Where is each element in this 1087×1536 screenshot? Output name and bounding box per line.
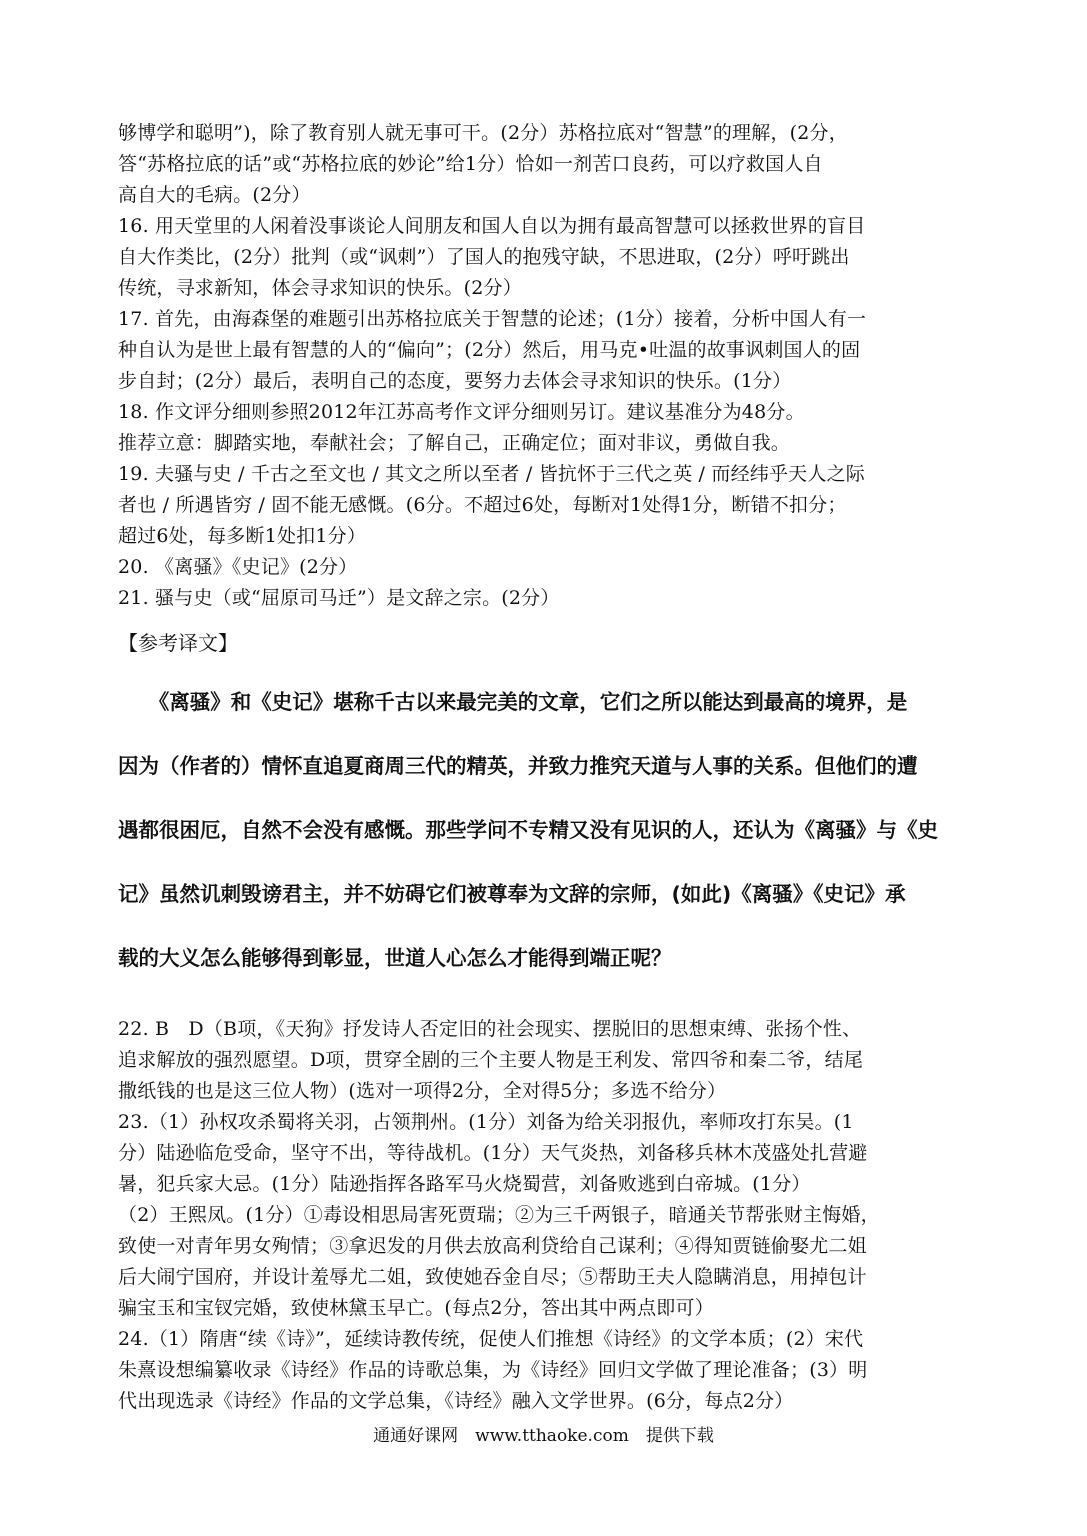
text-line: 种自认为是世上最有智慧的人的“偏向”；(2分）然后，用马克•吐温的故事讽刺国人的固 [118,339,861,361]
text-line: 传统，寻求新知，体会寻求知识的快乐。(2分） [118,277,522,299]
text-line: 推荐立意：脚踏实地，奉献社会；了解自己，正确定位；面对非议，勇做自我。 [118,432,791,454]
text-line: 撒纸钱的也是这三位人物）(选对一项得2分，全对得5分；多选不给分） [118,1080,727,1102]
text-line: 致使一对青年男女殉情；③拿迟发的月供去放高利贷给自己谋利；④得知贾链偷娶尤二姐 [118,1235,867,1257]
translation-line: 遇都很困厄，自然不会没有感慨。那些学问不专精又没有见识的人，还认为《离骚》与《史 [118,818,938,842]
answer-18: 18. 作文评分细则参照2012年江苏高考作文评分细则另订。建议基准分为48分。 [118,401,805,423]
text-line: 超过6处，每多断1处扣1分） [118,525,367,547]
answer-24: 24.（1）隋唐“续《诗》”，延续诗教传统，促使人们推想《诗经》的文学本质；(2）宋代 [118,1328,864,1350]
answer-17: 17. 首先，由海森堡的难题引出苏格拉底关于智慧的论述；(1分）接着，分析中国人有一 [118,308,867,330]
text-line: 自大作类比，(2分）批判（或“讽刺”）了国人的抱残守缺，不思进取，(2分）呼吁跳出 [118,246,850,268]
text-line: 分）陆逊临危受命，坚守不出，等待战机。(1分）天气炎热，刘备移兵林木茂盛处扎营避 [118,1142,868,1164]
answer-16: 16. 用天堂里的人闲着没事谈论人间朋友和国人自以为拥有最高智慧可以拯救世界的盲目 [118,215,866,237]
answer-21: 21. 骚与史（或“屈原司马迁”）是文辞之宗。(2分） [118,587,560,609]
document-page [118,118,976,1417]
text-line: 步自封；(2分）最后，表明自己的态度，要努力去体会寻求知识的快乐。(1分） [118,370,792,392]
translation-line: 载的大义怎么能够得到彰显，世道人心怎么才能得到端正呢？ [118,946,672,970]
translation-line: 《离骚》和《史记》堪称千古以来最完美的文章，它们之所以能达到最高的境界，是 [118,690,908,714]
translation-body [118,670,976,990]
translation-heading: 【参考译文】 [118,631,238,655]
text-line: 追求解放的强烈愿望。D项，贯穿全剧的三个主要人物是王利发、常四爷和秦二爷，结尾 [118,1049,864,1071]
answer-19: 19. 夫骚与史 / 千古之至文也 / 其文之所以至者 / 皆抗怀于三代之英 / 而经纬乎天人之际 [118,463,865,485]
text-line: 者也 / 所遇皆穷 / 固不能无感慨。(6分。不超过6处，每断对1处得1分，断错不扣分； [118,494,847,516]
text-line: 代出现选录《诗经》作品的文学总集，《诗经》融入文学世界。(6分，每点2分） [118,1390,794,1412]
text-line: 高自大的毛病。(2分） [118,184,311,206]
text-line: 暑，犯兵家大忌。(1分）陆逊指挥各路军马火烧蜀营，刘备败逃到白帝城。(1分） [118,1173,811,1195]
text-line: （2）王熙凤。(1分）①毒设相思局害死贾瑞；②为三千两银子，暗通关节帮张财主悔婚， [118,1204,880,1226]
page-footer: 通通好课网 www.tthaoke.com 提供下载 [373,1426,714,1446]
text-line: 朱熹设想编纂收录《诗经》作品的诗歌总集，为《诗经》回归文学做了理论准备；(3）明 [118,1359,868,1381]
translation-line: 记》虽然讥刺毁谤君主，并不妨碍它们被尊奉为文辞的宗师，(如此)《离骚》《史记》承 [118,882,906,906]
text-line: 答“苏格拉底的话”或“苏格拉底的妙论”给1分）恰如一剂苦口良药，可以疗救国人自 [118,153,823,175]
answers-top [118,118,976,614]
text-line: 骗宝玉和宝钗完婚，致使林黛玉早亡。(每点2分，答出其中两点即可） [118,1297,714,1319]
answer-23: 23.（1）孙权攻杀蜀将关羽，占领荆州。(1分）刘备为给关羽报仇，率师攻打东吴。(1 [118,1111,854,1133]
answers-bottom [118,1014,976,1417]
text-line: 后大闹宁国府，并设计羞辱尤二姐，致使她吞金自尽；⑤帮助王夫人隐瞒消息，用掉包计 [118,1266,867,1288]
answer-22: 22. B D（B项，《天狗》抒发诗人否定旧的社会现实、摆脱旧的思想束缚、张扬个性、 [118,1018,862,1040]
translation-line: 因为（作者的）情怀直追夏商周三代的精英，并致力推究天道与人事的关系。但他们的遭 [118,754,918,778]
answer-20: 20. 《离骚》《史记》(2分） [118,556,358,578]
text-line: 够博学和聪明”)，除了教育别人就无事可干。(2分）苏格拉底对“智慧”的理解，(2分， [118,122,848,144]
